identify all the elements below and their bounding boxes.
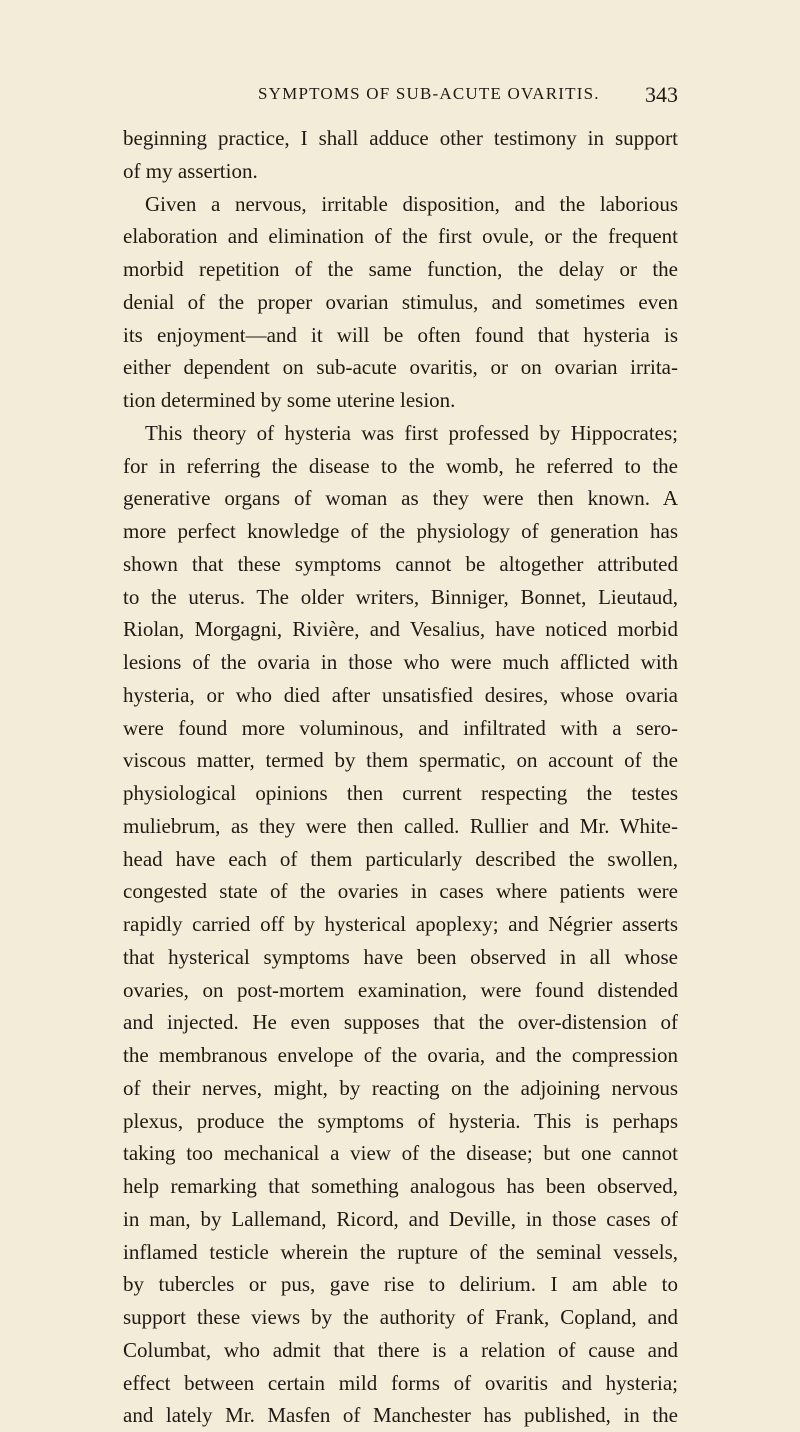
text-line: either dependent on sub-acute ovaritis, or on ovarian irrita- xyxy=(123,355,678,380)
text-line: for in referring the disease to the womb, he referred to the xyxy=(123,453,678,478)
text-line: taking too mechanical a view of the disease; but one cannot xyxy=(123,1141,678,1166)
text-line: elaboration and elimination of the first ovule, or the frequent xyxy=(123,224,678,249)
text-line: lesions of the ovaria in those who were much afflicted with xyxy=(123,650,678,674)
text-line: denial of the proper ovarian stimulus, and sometimes even xyxy=(123,289,678,314)
text-line: help remarking that something analogous has been observed, xyxy=(123,1174,678,1198)
text-line: morbid repetition of the same function, the delay or the xyxy=(123,257,678,281)
text-line: Given a nervous, irritable disposition, and the laborious xyxy=(145,191,678,216)
text-line: in man, by Lallemand, Ricord, and Deville, in those cases of xyxy=(123,1206,678,1231)
text-line: its enjoyment—and it will be often found that hysteria is xyxy=(123,322,678,347)
body-text xyxy=(123,122,678,1432)
text-line: muliebrum, as they were then called. Rullier and Mr. White- xyxy=(123,813,678,838)
text-line: congested state of the ovaries in cases where patients were xyxy=(123,879,678,904)
text-line: that hysterical symptoms have been observed in all whose xyxy=(123,944,678,969)
text-line: beginning practice, I shall adduce other testimony in support xyxy=(123,126,678,150)
text-line: shown that these symptoms cannot be altogether attributed xyxy=(123,551,678,576)
text-line: effect between certain mild forms of ovaritis and hysteria; xyxy=(123,1370,678,1395)
text-line: of their nerves, might, by reacting on the adjoining nervous xyxy=(123,1075,678,1100)
text-line: to the uterus. The older writers, Binniger, Bonnet, Lieutaud, xyxy=(123,584,678,609)
text-line: the membranous envelope of the ovaria, and the compression xyxy=(123,1043,678,1067)
text-line: viscous matter, termed by them spermatic, on account of the xyxy=(123,748,678,773)
running-title: SYMPTOMS OF SUB-ACUTE OVARITIS. xyxy=(258,84,600,103)
running-head xyxy=(258,82,678,112)
page-number: 343 xyxy=(645,82,678,107)
text-line: generative organs of woman as they were then known. A xyxy=(123,486,678,511)
text-line: Columbat, who admit that there is a relation of cause and xyxy=(123,1337,678,1362)
text-line: ovaries, on post-mortem examination, were found distended xyxy=(123,977,678,1002)
text-line: head have each of them particularly described the swollen, xyxy=(123,846,678,871)
text-line: rapidly carried off by hysterical apoplexy; and Négrier asserts xyxy=(123,912,678,936)
text-line: plexus, produce the symptoms of hysteria. This is perhaps xyxy=(123,1108,678,1133)
text-line: physiological opinions then current respecting the testes xyxy=(123,781,678,805)
text-line: tion determined by some uterine lesion. xyxy=(123,388,456,412)
text-line: This theory of hysteria was first professed by Hippocrates; xyxy=(145,420,678,445)
text-line: and injected. He even supposes that the over-distension of xyxy=(123,1010,678,1035)
text-line: more perfect knowledge of the physiology of generation has xyxy=(123,519,678,543)
text-line: hysteria, or who died after unsatisfied desires, whose ovaria xyxy=(123,682,678,707)
text-line: were found more voluminous, and infiltrated with a sero- xyxy=(123,715,678,740)
text-line: Riolan, Morgagni, Rivière, and Vesalius, have noticed morbid xyxy=(123,617,678,642)
text-line: inflamed testicle wherein the rupture of the seminal vessels, xyxy=(123,1239,678,1264)
text-line: support these views by the authority of Frank, Copland, and xyxy=(123,1305,678,1329)
text-line: of my assertion. xyxy=(123,158,258,183)
text-line: by tubercles or pus, gave rise to delirium. I am able to xyxy=(123,1272,678,1297)
text-line: and lately Mr. Masfen of Manchester has published, in the xyxy=(123,1403,678,1428)
